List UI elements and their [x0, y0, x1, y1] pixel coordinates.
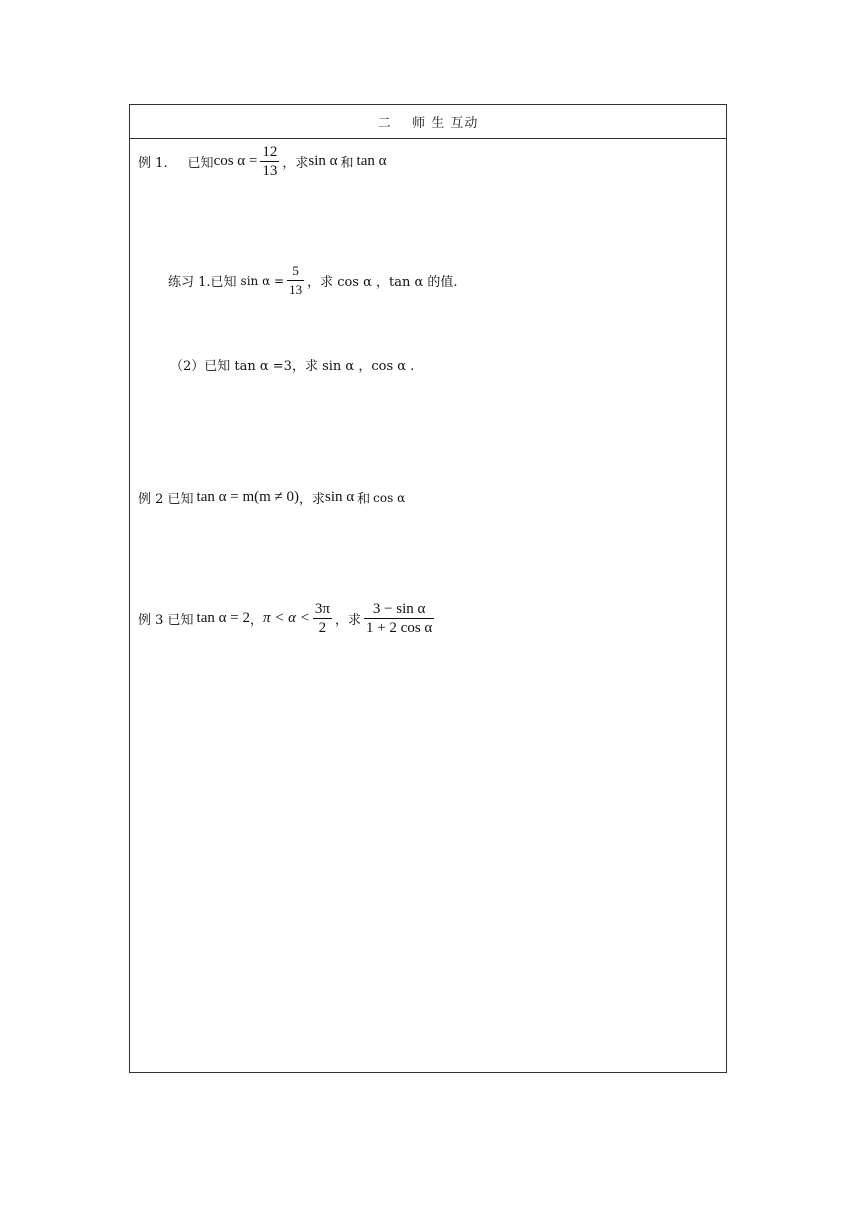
- example-3-label: 例 3 已知: [138, 613, 194, 628]
- example-3-range-den: 2: [318, 620, 327, 636]
- practice-1-frac-den: 13: [289, 282, 303, 297]
- practice-1-label: 练习 1.已知: [168, 275, 237, 290]
- section-header-text: 二 师 生 互动: [377, 116, 479, 131]
- example-1-ask: ，求: [282, 156, 309, 171]
- example-1-target-tan: tan α: [356, 153, 387, 169]
- example-3: [138, 600, 437, 637]
- section-header: [130, 105, 726, 139]
- practice-1-expr: sin α =: [240, 273, 285, 288]
- example-3-range-num: 3π: [314, 601, 330, 617]
- example-1: [138, 143, 386, 180]
- example-2-ask: ，求: [299, 492, 326, 507]
- example-1-target-sin: sin α: [308, 153, 338, 169]
- example-2-label: 例 2 已知: [138, 492, 194, 507]
- example-1-label: 例 1.: [138, 156, 168, 171]
- example-1-expr: cos α =: [213, 153, 258, 169]
- practice-1-rest: ，求 cos α ，tan α 的值.: [307, 275, 458, 290]
- practice-2: [170, 355, 414, 374]
- example-2-target-cos: cos α: [373, 490, 406, 505]
- example-2-joiner: 和: [357, 492, 371, 507]
- example-2-target-sin: sin α: [325, 489, 355, 505]
- practice-1: [168, 262, 458, 299]
- practice-1-fraction: [287, 262, 304, 299]
- example-3-q-den: 1 + 2 cos α: [365, 620, 433, 636]
- example-1-frac-num: 12: [262, 144, 278, 160]
- example-1-frac-den: 13: [262, 163, 278, 179]
- example-1-given: 已知: [187, 156, 214, 171]
- example-1-fraction: [260, 143, 279, 180]
- example-3-question-fraction: [364, 600, 434, 637]
- example-3-expr: tan α = 2: [196, 610, 250, 626]
- practice-1-frac-num: 5: [292, 263, 299, 278]
- example-2-expr: tan α = m(m ≠ 0): [196, 489, 299, 505]
- example-3-range: π < α <: [262, 610, 310, 626]
- example-3-range-fraction: [313, 600, 332, 637]
- example-3-q-num: 3 − sin α: [372, 601, 426, 617]
- example-3-ask: ，求: [334, 613, 361, 628]
- practice-2-text: （2）已知 tan α =3，求 sin α ，cos α .: [170, 359, 415, 374]
- example-3-comma: ，: [249, 613, 263, 628]
- content-table: [129, 104, 727, 1073]
- example-2: [138, 488, 405, 507]
- example-1-joiner: 和: [340, 156, 354, 171]
